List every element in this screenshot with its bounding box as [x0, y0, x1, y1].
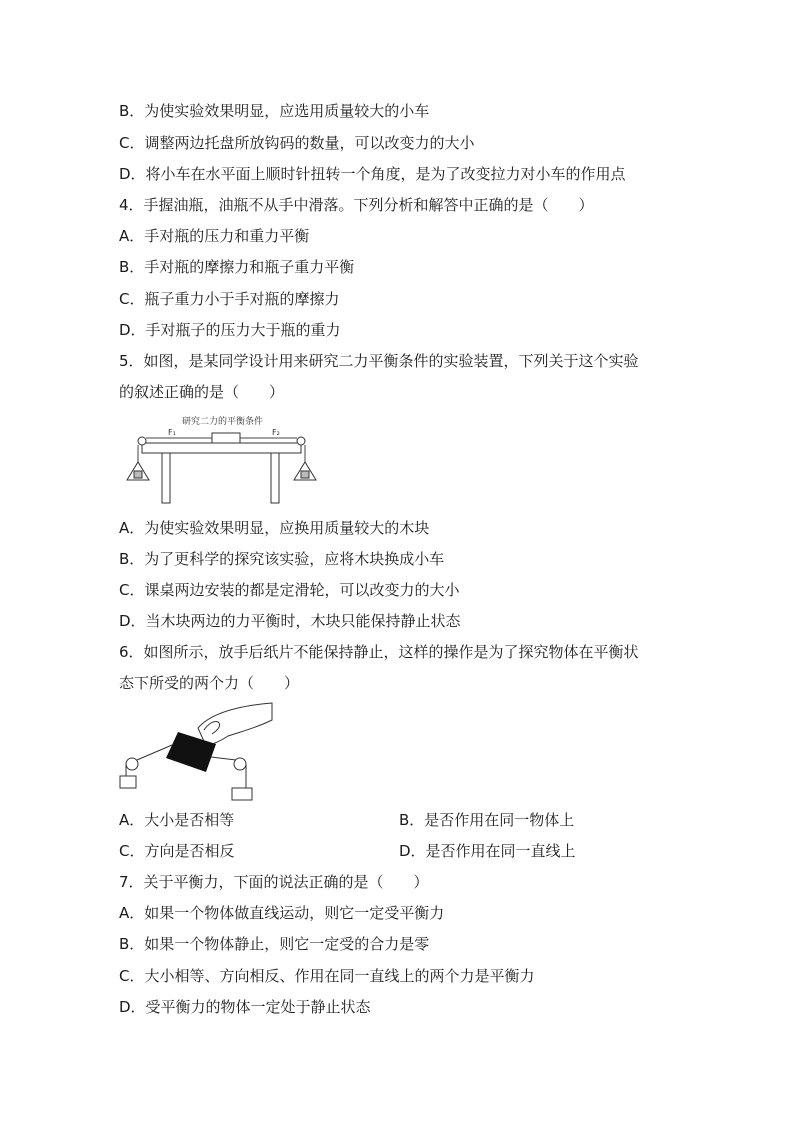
q5-table-leg-left [162, 453, 170, 503]
q5-wood-block [212, 433, 240, 443]
q7-option-c: C．大小相等、方向相反、作用在同一直线上的两个力是平衡力 [119, 967, 535, 985]
q5-stem-line2: 的叙述正确的是（ ） [119, 383, 285, 401]
q4-option-a: A．手对瓶的压力和重力平衡 [119, 227, 310, 245]
q7-stem: 7．关于平衡力，下面的说法正确的是（ ） [119, 873, 429, 891]
q3-option-d: D．将小车在水平面上顺时针扭转一个角度，是为了改变拉力对小车的作用点 [119, 165, 626, 183]
q6-string-right [211, 757, 236, 760]
q6-option-d: D．是否作用在同一直线上 [399, 842, 576, 860]
q5-apparatus-drawing [124, 412, 319, 506]
q6-pulley-left [126, 758, 138, 770]
q6-option-a: A．大小是否相等 [119, 811, 235, 829]
q7-option-a: A．如果一个物体做直线运动，则它一定受平衡力 [119, 904, 445, 922]
q5-stem-line1: 5．如图，是某同学设计用来研究二力平衡条件的实验装置，下列关于这个实验 [119, 352, 639, 370]
q5-option-a: A．为使实验效果明显，应换用质量较大的木块 [119, 519, 430, 537]
q5-pulley-right [297, 437, 305, 445]
q6-option-c: C．方向是否相反 [119, 842, 235, 860]
q6-weight-right [232, 788, 252, 800]
q4-option-d: D．手对瓶子的压力大于瓶的重力 [119, 321, 341, 339]
q5-label-f1: F₁ [168, 428, 176, 437]
q5-tabletop [142, 443, 301, 453]
q6-pulley-right [234, 758, 246, 770]
q7-option-b: B．如果一个物体静止，则它一定受的合力是零 [119, 935, 430, 953]
q6-option-b: B．是否作用在同一物体上 [399, 811, 575, 829]
q5-figure-caption: 研究二力的平衡条件 [182, 417, 264, 427]
q4-option-b: B．手对瓶的摩擦力和瓶子重力平衡 [119, 258, 355, 276]
q3-option-b: B．为使实验效果明显，应选用质量较大的小车 [119, 102, 430, 120]
q5-option-d: D．当木块两边的力平衡时，木块只能保持静止状态 [119, 612, 461, 630]
q5-pulley-left [138, 437, 146, 445]
q6-card-drawing [118, 700, 274, 804]
q4-option-c: C．瓶子重力小于手对瓶的摩擦力 [119, 290, 340, 308]
q5-label-f2: F₂ [272, 428, 280, 437]
q3-option-c: C．调整两边托盘所放钩码的数量，可以改变力的大小 [119, 134, 475, 152]
q6-stem-line2: 态下所受的两个力（ ） [119, 674, 300, 692]
q6-figure-card-twist [118, 700, 274, 804]
q5-table-leg-right [271, 453, 279, 503]
q6-weight-left [120, 776, 136, 788]
q6-stem-line1: 6．如图所示，放手后纸片不能保持静止，这样的操作是为了探究物体在平衡状 [119, 643, 639, 661]
q5-weight-left [134, 471, 142, 478]
q4-stem: 4．手握油瓶，油瓶不从手中滑落。下列分析和解答中正确的是（ ） [119, 196, 594, 214]
q7-option-d: D．受平衡力的物体一定处于静止状态 [119, 998, 371, 1016]
q5-weight-right [301, 471, 309, 478]
q5-figure-table-apparatus [124, 412, 319, 506]
q5-option-c: C．课桌两边安装的都是定滑轮，可以改变力的大小 [119, 581, 460, 599]
q5-option-b: B．为了更科学的探究该实验，应将木块换成小车 [119, 550, 445, 568]
